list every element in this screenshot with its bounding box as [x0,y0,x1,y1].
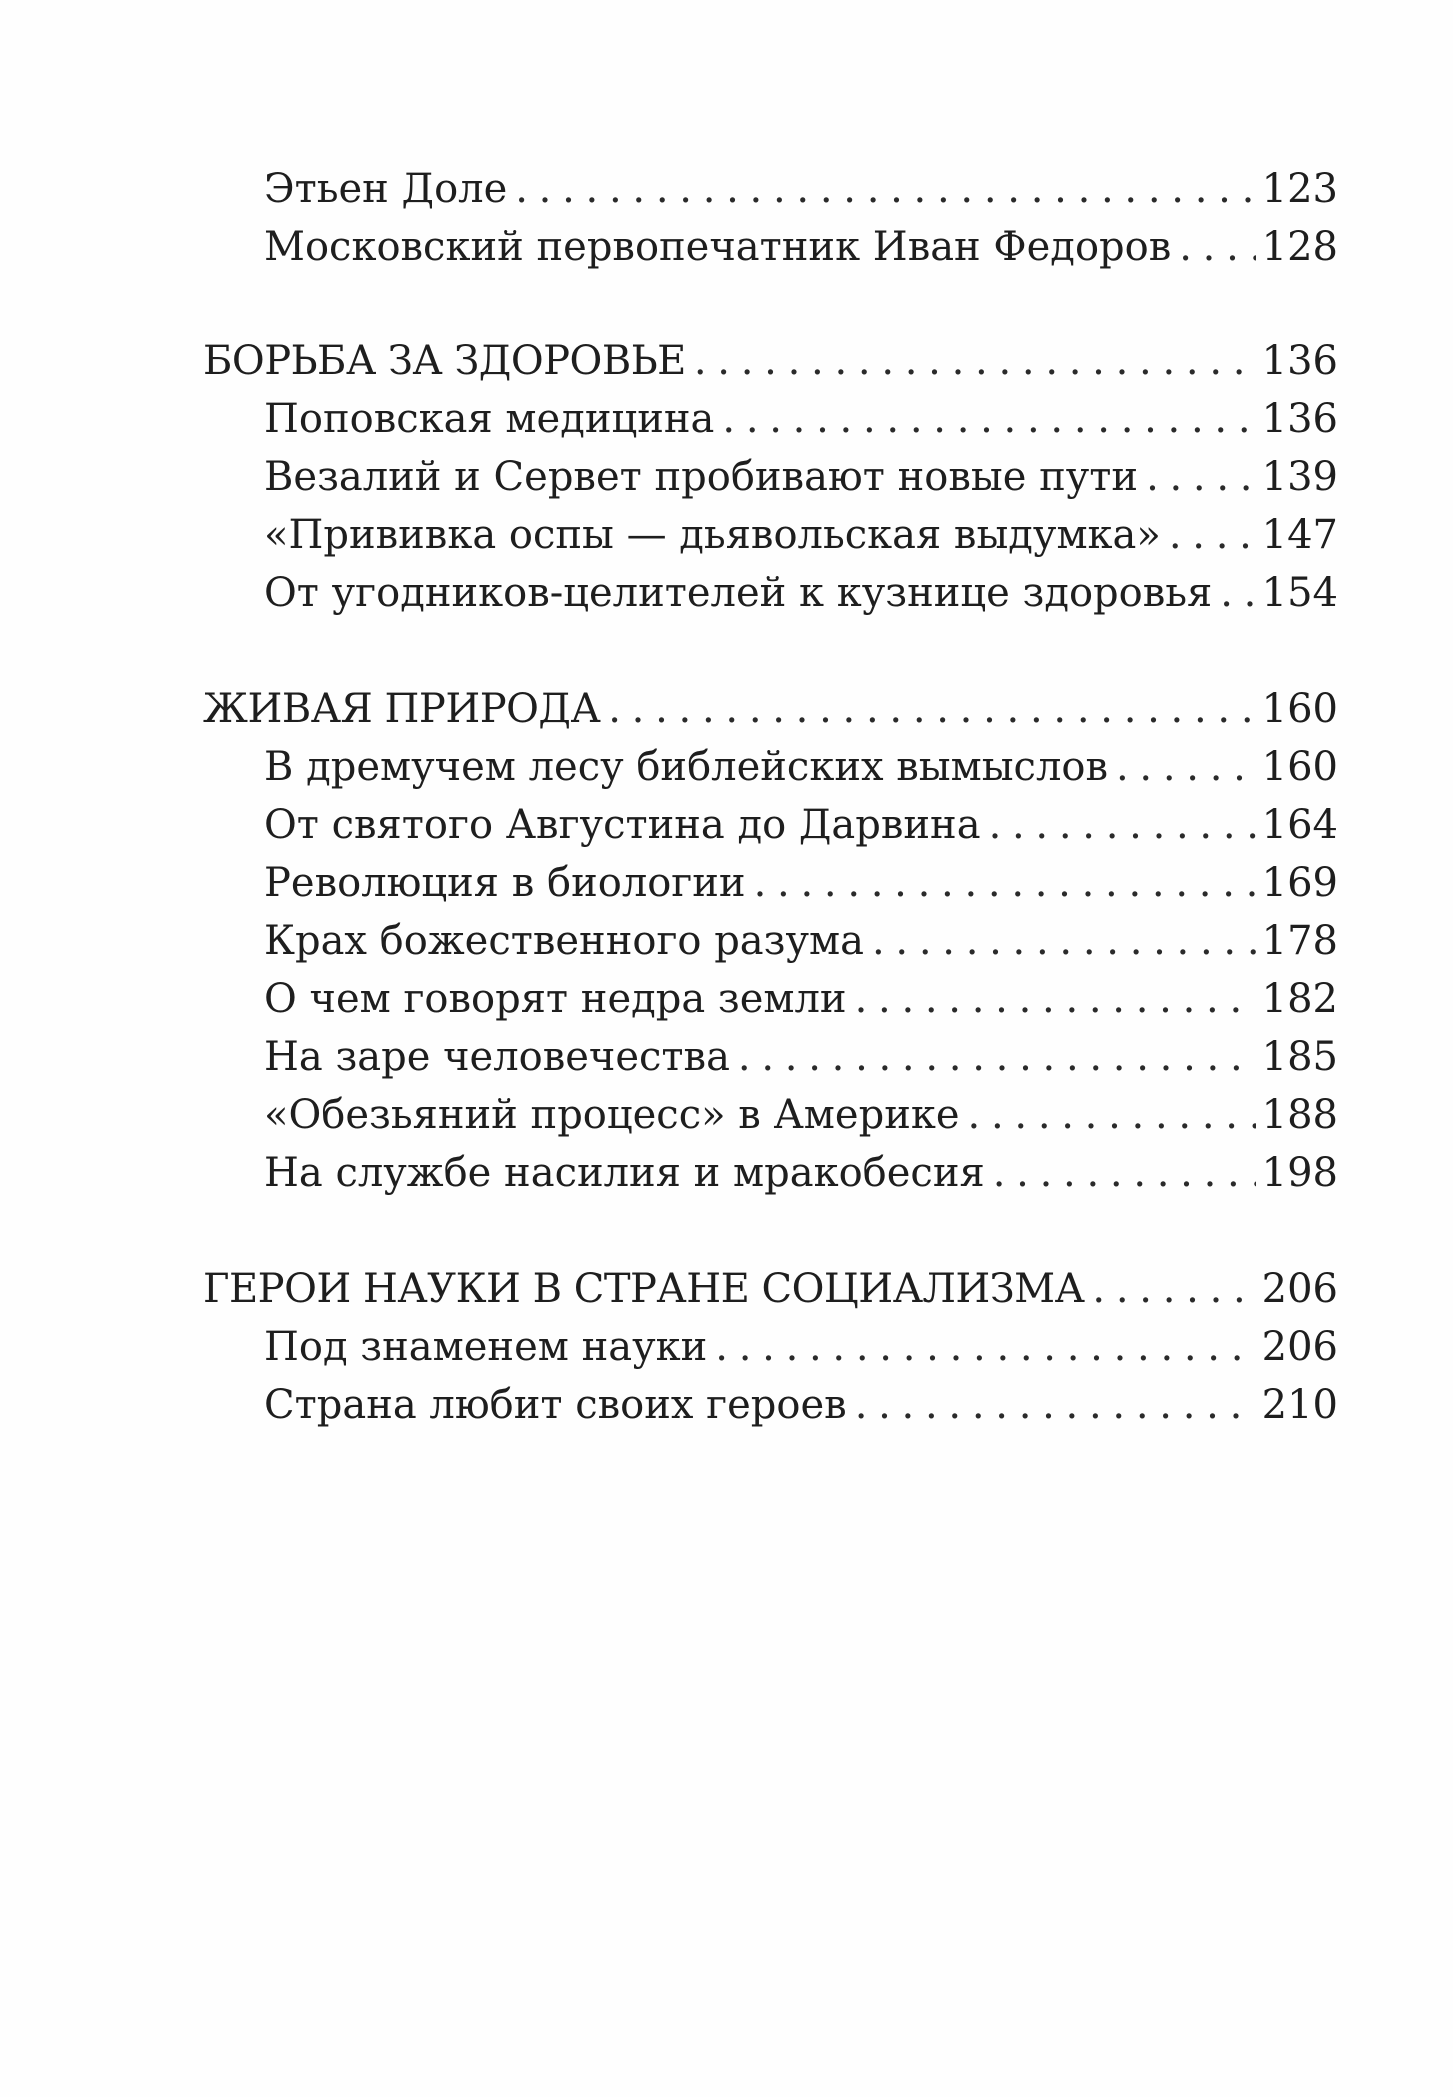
toc-entry-page: 154 [1261,570,1338,616]
toc-entry-title: На заре человечества [264,1034,730,1080]
toc-entry-page: 160 [1261,744,1338,790]
toc-entry-title: «Прививка оспы — дьявольская выдумка» [264,512,1161,558]
toc-entry-title: О чем говорят недра земли [264,976,847,1022]
toc-section-title: БОРЬБА ЗА ЗДОРОВЬЕ [203,338,686,384]
toc-entry-title: От угодников-целителей к кузнице здоровья [264,570,1213,616]
toc-leader-dots [694,332,1256,390]
toc-entry-page: 178 [1261,918,1338,964]
toc-section-heading [203,332,1338,390]
toc-entry-page: 136 [1261,338,1338,384]
toc-group-health [203,332,1338,622]
toc-leader-dots [855,1376,1256,1434]
toc-entry [203,1086,1338,1144]
toc-entry-page: 136 [1261,396,1338,442]
toc-leader-dots [1146,448,1256,506]
toc-entry [203,390,1338,448]
toc-leader-dots [993,1144,1256,1202]
toc-entry [203,1144,1338,1202]
toc-section-title: ЖИВАЯ ПРИРОДА [203,686,601,732]
toc-leader-dots [608,680,1255,738]
toc-entry [203,506,1338,564]
toc-section-heading [203,680,1338,738]
toc-leader-dots [1092,1260,1255,1318]
toc-entry-title: Этьен Доле [264,166,508,212]
toc-entry-page: 123 [1261,166,1338,212]
toc-entry [203,796,1338,854]
toc-entry-title: Под знаменем науки [264,1324,708,1370]
toc-entry-page: 185 [1261,1034,1338,1080]
toc-entry-page: 164 [1261,802,1338,848]
toc-entry-title: На службе насилия и мракобесия [264,1150,985,1196]
toc-entry-page: 139 [1261,454,1338,500]
toc-entry-title: Везалий и Сервет пробивают новые пути [264,454,1139,500]
toc-entry-page: 147 [1261,512,1338,558]
toc-entry [203,912,1338,970]
toc-leader-dots [989,796,1256,854]
toc-entry [203,854,1338,912]
toc-section-heading [203,1260,1338,1318]
table-of-contents [203,160,1338,1492]
toc-section-title: ГЕРОИ НАУКИ В СТРАНЕ СОЦИАЛИЗМА [203,1266,1085,1312]
toc-leader-dots [738,1028,1256,1086]
toc-entry-title: Крах божественного разума [264,918,864,964]
toc-leader-dots [722,390,1255,448]
toc-leader-dots [968,1086,1256,1144]
toc-entry-title: Московский первопечатник Иван Федоров [264,224,1172,270]
toc-entry-page: 198 [1261,1150,1338,1196]
toc-entry [203,970,1338,1028]
toc-entry-title: «Обезьяний процесс» в Америке [264,1092,960,1138]
toc-leader-dots [1220,564,1255,622]
toc-entry-page: 128 [1261,224,1338,270]
toc-entry-title: В дремучем лесу библейских вымыслов [264,744,1108,790]
toc-leader-dots [715,1318,1255,1376]
toc-entry [203,218,1338,276]
toc-entry [203,738,1338,796]
toc-entry [203,1376,1338,1434]
toc-leader-dots [515,160,1255,218]
toc-entry-page: 188 [1261,1092,1338,1138]
toc-entry [203,1028,1338,1086]
toc-group-heroes [203,1260,1338,1434]
toc-entry-title: Революция в биологии [264,860,746,906]
toc-group-printing [203,160,1338,276]
toc-group-nature [203,680,1338,1202]
toc-entry-page: 169 [1261,860,1338,906]
toc-leader-dots [872,912,1256,970]
toc-entry [203,160,1338,218]
toc-leader-dots [1169,506,1256,564]
toc-leader-dots [754,854,1256,912]
toc-leader-dots [1179,218,1255,276]
toc-entry-title: Страна любит своих героев [264,1382,847,1428]
toc-entry-page: 206 [1261,1266,1338,1312]
toc-entry-page: 182 [1261,976,1338,1022]
toc-entry-title: От святого Августина до Дарвина [264,802,981,848]
toc-entry [203,564,1338,622]
toc-leader-dots [1116,738,1256,796]
toc-leader-dots [855,970,1256,1028]
toc-entry [203,448,1338,506]
toc-entry-title: Поповская медицина [264,396,715,442]
toc-entry-page: 160 [1261,686,1338,732]
toc-entry-page: 210 [1261,1382,1338,1428]
toc-entry-page: 206 [1261,1324,1338,1370]
toc-entry [203,1318,1338,1376]
